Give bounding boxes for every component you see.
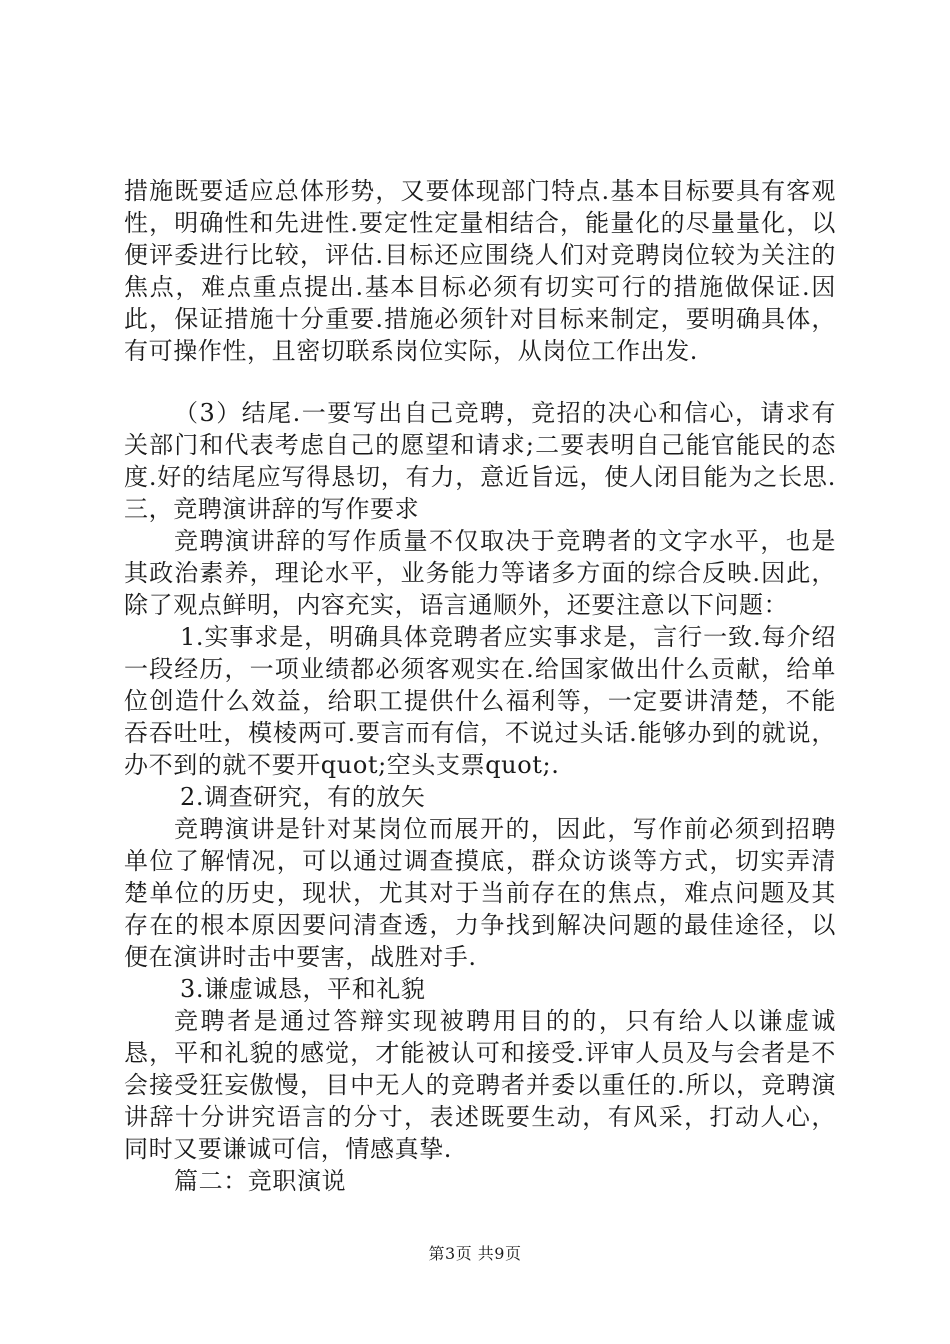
heading-point-2: 2.调查研究，有的放矢 (180, 783, 426, 811)
paragraph-ending: （3）结尾.一要写出自己竞聘，竞招的决心和信心，请求有关部门和代表考虑自己的愿望和请求;二要表明自己能官能民的态度.好的结尾应写得恳切，有力，意近旨远，使人闭目能为之长思.三，竞聘演讲辞的写作要求 (124, 399, 836, 523)
heading-part-two: 篇二：竞职演说 (174, 1167, 347, 1195)
paragraph-point-1: 1.实事求是，明确具体竞聘者应实事求是，言行一致.每介绍一段经历，一项业绩都必须客观实在.给国家做出什么贡献，给单位创造什么效益，给职工提供什么福利等，一定要讲清楚，不能吞吞吐吐，模棱两可.要言而有信，不说过头话.能够办到的就说，办不到的就不要开quot;空头支票quot;. (124, 623, 836, 779)
heading-point-3: 3.谦虚诚恳，平和礼貌 (180, 975, 426, 1003)
paragraph-measures: 措施既要适应总体形势，又要体现部门特点.基本目标要具有客观性，明确性和先进性.要定性定量相结合，能量化的尽量量化，以便评委进行比较，评估.目标还应围绕人们对竞聘岗位较为关注的焦点，难点重点提出.基本目标必须有切实可行的措施做保证.因此，保证措施十分重要.措施必须针对目标来制定，要明确具体，有可操作性，且密切联系岗位实际，从岗位工作出发. (124, 177, 836, 365)
document-body (124, 175, 836, 1197)
paragraph-requirements-intro: 竞聘演讲辞的写作质量不仅取决于竞聘者的文字水平，也是其政治素养，理论水平，业务能力等诸多方面的综合反映.因此，除了观点鲜明，内容充实，语言通顺外，还要注意以下问题： (124, 527, 836, 619)
paragraph-point-2: 竞聘演讲是针对某岗位而展开的，因此，写作前必须到招聘单位了解情况，可以通过调查摸底，群众访谈等方式，切实弄清楚单位的历史，现状，尤其对于当前存在的焦点，难点问题及其存在的根本原因要问清查透，力争找到解决问题的最佳途径，以便在演讲时击中要害，战胜对手. (124, 815, 836, 971)
paragraph-point-3: 竞聘者是通过答辩实现被聘用目的的，只有给人以谦虚诚恳，平和礼貌的感觉，才能被认可和接受.评审人员及与会者是不会接受狂妄傲慢，目中无人的竞聘者并委以重任的.所以，竞聘演讲辞十分讲究语言的分寸，表述既要生动，有风采，打动人心，同时又要谦诚可信，情感真挚. (124, 1007, 836, 1163)
page-footer: 第3页 共9页 (428, 1244, 522, 1263)
